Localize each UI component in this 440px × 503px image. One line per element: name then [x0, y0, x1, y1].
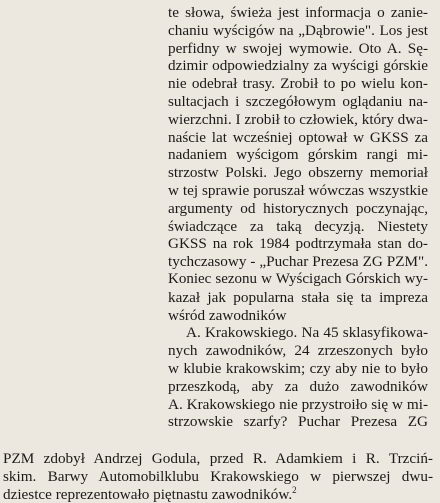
article-wide-block	[3, 450, 433, 503]
column-line: nych zawodników, 24 zrzeszonych było	[168, 342, 428, 360]
wide-line-text: dziestce reprezentowało piętnastu zawodników.	[3, 485, 293, 503]
column-line: świadczące za taką decyzją. Niestety	[168, 217, 428, 235]
column-line: nadaniem wyścigom górskim rangi mi-	[168, 146, 428, 164]
column-line: wierzchni. I zrobił to człowiek, który dwa-	[168, 110, 428, 128]
article-column	[168, 4, 428, 431]
column-line: strzowskie szarfy? Puchar Prezesa ZG	[168, 413, 428, 431]
column-line: strzostw Polski. Jego obszerny memoriał	[168, 164, 428, 182]
column-line: w klubie krakowskim; czy aby nie to było	[168, 359, 428, 377]
column-line: Koniec sezonu w Wyścigach Górskich wy-	[168, 270, 428, 287]
column-line: kazał jak popularna stała się ta impreza	[168, 288, 428, 306]
column-line: chaniu wyścigów na „Dąbrowie". Los jest	[168, 21, 428, 39]
column-line: dzimir odpowiedzialny za wyścigi górskie	[168, 57, 428, 75]
column-line: sultacjach i szczegółowym oglądaniu na-	[168, 92, 428, 110]
column-line: przeszkodą, aby za dużo zawodników	[168, 377, 428, 395]
wide-line-last	[3, 486, 433, 503]
footnote-mark: 2	[292, 484, 297, 495]
column-line: nie odebrał trasy. Zrobił to po wielu kon-	[168, 75, 428, 93]
column-line: tychczasowy - „Puchar Prezesa ZG PZM".	[168, 253, 428, 271]
column-line: A. Krakowskiego. Na 45 sklasyfikowa-	[186, 324, 428, 342]
column-line: argumenty od historycznych poczynając,	[168, 199, 428, 217]
column-line: wśród zawodników	[168, 306, 287, 324]
column-line: GKSS na rok 1984 podtrzymała stan do-	[168, 235, 428, 253]
column-line: w tej sprawie poruszał wówczas wszystkie	[168, 181, 428, 199]
wide-line: skim. Barwy Automobilklubu Krakowskiego w pierwszej dwu-	[3, 467, 433, 485]
column-line: perfidny w swojej wymowie. Oto A. Sę-	[168, 39, 428, 57]
column-line: te słowa, świeża jest informacja o zanie-	[168, 4, 428, 21]
column-line: naście lat wcześniej optował w GKSS za	[168, 128, 428, 146]
wide-line: PZM zdobył Andrzej Godula, przed R. Adamkiem i R. Trzciń-	[3, 450, 433, 467]
column-line: A. Krakowskiego nie przystroiło się w mi-	[168, 395, 428, 413]
